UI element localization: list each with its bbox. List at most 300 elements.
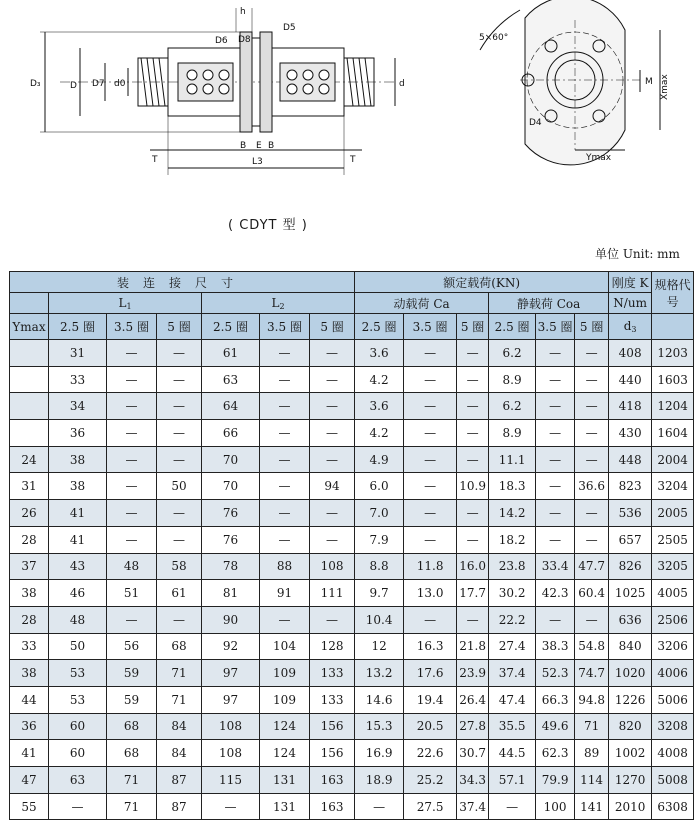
table-cell: 28 [10, 606, 49, 633]
table-cell: 44.5 [489, 740, 536, 767]
table-cell: 74.7 [575, 660, 609, 687]
table-cell: 1025 [609, 580, 652, 607]
label-t-left: T [152, 155, 158, 165]
table-cell: 8.9 [489, 366, 536, 393]
header-model: 规格代号 [652, 272, 694, 314]
table-cell: 33.4 [536, 553, 575, 580]
table-cell: 33 [49, 366, 107, 393]
table-cell: 68 [107, 713, 157, 740]
table-cell: 16.9 [355, 740, 404, 767]
table-cell: 22.2 [489, 606, 536, 633]
table-cell: 408 [609, 340, 652, 367]
table-cell: — [457, 420, 489, 447]
label-h: h [240, 7, 246, 17]
table-cell: 53 [49, 660, 107, 687]
table-cell: 23.9 [457, 660, 489, 687]
table-cell: 63 [49, 767, 107, 794]
table-cell: 91 [260, 580, 310, 607]
table-cell: 100 [536, 793, 575, 820]
table-cell: — [310, 606, 355, 633]
table-cell: 7.0 [355, 500, 404, 527]
table-cell: 51 [107, 580, 157, 607]
label-e: E [256, 141, 262, 151]
table-cell: 54.8 [575, 633, 609, 660]
header-dynamic-load: 动载荷 Ca [355, 293, 489, 314]
table-cell: — [260, 473, 310, 500]
table-row [10, 420, 694, 447]
table-cell: 1203 [652, 340, 694, 367]
table-cell: 60 [49, 713, 107, 740]
table-cell: 111 [310, 580, 355, 607]
table-cell: 4006 [652, 660, 694, 687]
header-d3: $d_3$ [609, 314, 652, 340]
table-cell: 37 [10, 553, 49, 580]
table-cell: 840 [609, 633, 652, 660]
table-cell: 823 [609, 473, 652, 500]
table-cell: — [310, 340, 355, 367]
table-cell: — [536, 473, 575, 500]
table-cell: — [404, 473, 457, 500]
table-cell: 23.8 [489, 553, 536, 580]
table-cell: 16.0 [457, 553, 489, 580]
table-cell: 84 [157, 740, 202, 767]
table-cell: — [157, 366, 202, 393]
table-cell: 131 [260, 767, 310, 794]
table-cell: 64 [202, 393, 260, 420]
table-cell: 61 [202, 340, 260, 367]
table-cell: 71 [107, 793, 157, 820]
table-cell: — [355, 793, 404, 820]
table-cell: — [575, 420, 609, 447]
table-cell: 2010 [609, 793, 652, 820]
label-b-right: B [268, 141, 275, 151]
table-cell: 1020 [609, 660, 652, 687]
table-cell: 21.8 [457, 633, 489, 660]
table-cell: — [310, 420, 355, 447]
table-cell: 6.0 [355, 473, 404, 500]
table-cell: 37.4 [457, 793, 489, 820]
unit-note: 单位 Unit: mm [595, 247, 680, 261]
table-cell: — [457, 393, 489, 420]
table-cell: 13.0 [404, 580, 457, 607]
table-row [10, 633, 694, 660]
table-cell: 1226 [609, 686, 652, 713]
table-cell: — [157, 420, 202, 447]
table-cell: 88 [260, 553, 310, 580]
table-cell: 90 [202, 606, 260, 633]
table-row [10, 580, 694, 607]
table-cell: — [157, 526, 202, 553]
table-cell: — [404, 340, 457, 367]
table-cell: 16.3 [404, 633, 457, 660]
table-cell: — [536, 606, 575, 633]
table-cell: 59 [107, 660, 157, 687]
table-cell: 20.5 [404, 713, 457, 740]
table-cell: 71 [157, 686, 202, 713]
table-row [10, 767, 694, 794]
table-cell: — [157, 393, 202, 420]
table-cell: 3.6 [355, 340, 404, 367]
table-cell: 1002 [609, 740, 652, 767]
header-turns: 2.5 圈 [202, 314, 260, 340]
table-cell: 2005 [652, 500, 694, 527]
spec-table [9, 271, 694, 820]
table-cell: 19.4 [404, 686, 457, 713]
table-cell [10, 420, 49, 447]
table-cell: 156 [310, 713, 355, 740]
table-cell: — [404, 500, 457, 527]
header-turns: 3.5 圈 [536, 314, 575, 340]
table-cell: 60.4 [575, 580, 609, 607]
table-cell: 5008 [652, 767, 694, 794]
table-cell: 89 [575, 740, 609, 767]
table-cell: — [107, 366, 157, 393]
table-cell: — [457, 446, 489, 473]
table-row [10, 446, 694, 473]
table-cell: — [575, 366, 609, 393]
table-row [10, 393, 694, 420]
table-cell: 63 [202, 366, 260, 393]
header-empty [10, 293, 49, 314]
header-turns: 2.5 圈 [489, 314, 536, 340]
table-cell [10, 393, 49, 420]
table-cell: — [536, 446, 575, 473]
table-cell: — [260, 500, 310, 527]
table-cell: 3204 [652, 473, 694, 500]
table-cell: 46 [49, 580, 107, 607]
table-cell: 26 [10, 500, 49, 527]
table-cell: 108 [202, 740, 260, 767]
table-cell: 4.2 [355, 366, 404, 393]
table-cell: — [457, 500, 489, 527]
table-cell: 38.3 [536, 633, 575, 660]
table-cell: 15.3 [355, 713, 404, 740]
table-cell: 30.7 [457, 740, 489, 767]
header-turns: 3.5 圈 [107, 314, 157, 340]
ball-screw-drawing [0, 0, 700, 215]
table-cell: — [536, 420, 575, 447]
table-cell: 11.1 [489, 446, 536, 473]
table-cell: 27.8 [457, 713, 489, 740]
table-cell: — [536, 393, 575, 420]
table-cell: 47 [10, 767, 49, 794]
table-cell: — [457, 526, 489, 553]
header-rated-load: 额定载荷(KN) [355, 272, 609, 293]
table-cell: 33 [10, 633, 49, 660]
table-cell: 820 [609, 713, 652, 740]
table-row [10, 713, 694, 740]
table-cell: 1204 [652, 393, 694, 420]
table-cell: — [107, 606, 157, 633]
table-row [10, 793, 694, 820]
table-cell: 31 [49, 340, 107, 367]
table-cell: 17.6 [404, 660, 457, 687]
table-cell: 27.4 [489, 633, 536, 660]
table-cell: — [457, 606, 489, 633]
header-ymax: Ymax [10, 314, 49, 340]
table-cell: 26.4 [457, 686, 489, 713]
header-turns: 3.5 圈 [404, 314, 457, 340]
table-cell: 36 [10, 713, 49, 740]
table-cell: 37.4 [489, 660, 536, 687]
label-d7: D7 [92, 79, 105, 89]
table-cell: — [404, 606, 457, 633]
table-cell: — [575, 446, 609, 473]
table-cell: — [260, 340, 310, 367]
table-cell: — [202, 793, 260, 820]
table-cell: 9.7 [355, 580, 404, 607]
table-cell: 38 [10, 660, 49, 687]
header-turns: 5 圈 [457, 314, 489, 340]
table-cell: 826 [609, 553, 652, 580]
table-cell: — [157, 446, 202, 473]
table-cell: 76 [202, 526, 260, 553]
header-turns: 5 圈 [310, 314, 355, 340]
table-cell: — [157, 340, 202, 367]
table-cell: 55 [10, 793, 49, 820]
table-cell: 4005 [652, 580, 694, 607]
table-row [10, 526, 694, 553]
table-cell: 49.6 [536, 713, 575, 740]
table-cell: 108 [310, 553, 355, 580]
table-row [10, 686, 694, 713]
table-cell: 47.7 [575, 553, 609, 580]
label-d-small: d [399, 79, 405, 89]
table-cell: 124 [260, 740, 310, 767]
header-turns: 5 圈 [157, 314, 202, 340]
table-row [10, 606, 694, 633]
table-cell: 78 [202, 553, 260, 580]
table-row [10, 740, 694, 767]
table-cell: 30.2 [489, 580, 536, 607]
table-cell: 163 [310, 793, 355, 820]
table-cell: — [536, 526, 575, 553]
table-cell: 163 [310, 767, 355, 794]
table-cell: 133 [310, 660, 355, 687]
table-cell: — [107, 526, 157, 553]
table-cell: — [260, 606, 310, 633]
table-row [10, 473, 694, 500]
table-cell: 18.2 [489, 526, 536, 553]
table-cell: 17.7 [457, 580, 489, 607]
label-bolt-pattern: 5×60° [479, 33, 509, 43]
table-cell: — [575, 340, 609, 367]
table-cell: — [310, 393, 355, 420]
table-cell: 13.2 [355, 660, 404, 687]
table-cell: 66 [202, 420, 260, 447]
table-cell: 38 [49, 473, 107, 500]
table-cell: 36 [49, 420, 107, 447]
table-cell: 18.3 [489, 473, 536, 500]
table-cell: 53 [49, 686, 107, 713]
table-cell: 1270 [609, 767, 652, 794]
table-cell: — [536, 366, 575, 393]
table-cell: — [107, 393, 157, 420]
table-cell: 50 [49, 633, 107, 660]
table-cell: — [310, 446, 355, 473]
table-cell: 44 [10, 686, 49, 713]
table-row [10, 366, 694, 393]
header-turns: 3.5 圈 [260, 314, 310, 340]
table-cell: 2004 [652, 446, 694, 473]
table-cell: 31 [10, 473, 49, 500]
table-cell: 14.2 [489, 500, 536, 527]
table-cell: 5006 [652, 686, 694, 713]
table-cell: — [575, 500, 609, 527]
table-cell: 156 [310, 740, 355, 767]
table-cell: 61 [157, 580, 202, 607]
table-cell: 14.6 [355, 686, 404, 713]
table-cell: — [310, 500, 355, 527]
table-cell: 34.3 [457, 767, 489, 794]
label-b-left: B [240, 141, 247, 151]
table-cell: 94 [310, 473, 355, 500]
table-cell: 4008 [652, 740, 694, 767]
table-cell: — [536, 500, 575, 527]
figure-caption: ( CDYT 型 ) [228, 218, 308, 233]
table-row [10, 500, 694, 527]
table-cell: 56 [107, 633, 157, 660]
flange [240, 32, 252, 132]
table-cell: 92 [202, 633, 260, 660]
table-cell: 4.9 [355, 446, 404, 473]
table-cell: 25.2 [404, 767, 457, 794]
table-cell: 109 [260, 660, 310, 687]
table-cell: 657 [609, 526, 652, 553]
table-cell: — [107, 420, 157, 447]
table-cell: 109 [260, 686, 310, 713]
table-cell: 440 [609, 366, 652, 393]
table-cell: 133 [310, 686, 355, 713]
table-cell: — [107, 340, 157, 367]
table-cell: 1603 [652, 366, 694, 393]
table-cell: 3205 [652, 553, 694, 580]
table-cell: — [157, 606, 202, 633]
table-cell: — [260, 446, 310, 473]
table-cell: — [260, 526, 310, 553]
table-cell: 43 [49, 553, 107, 580]
table-cell: 38 [10, 580, 49, 607]
label-d8: D8 [238, 35, 251, 45]
table-cell: 87 [157, 767, 202, 794]
table-cell: 71 [107, 767, 157, 794]
table-cell: — [260, 393, 310, 420]
table-cell: — [404, 420, 457, 447]
table-cell: 536 [609, 500, 652, 527]
table-cell: 42.3 [536, 580, 575, 607]
table-cell: — [489, 793, 536, 820]
table-cell: 2505 [652, 526, 694, 553]
table-cell: 108 [202, 713, 260, 740]
table-cell: 68 [157, 633, 202, 660]
table-cell: 10.4 [355, 606, 404, 633]
table-row [10, 340, 694, 367]
table-cell: 47.4 [489, 686, 536, 713]
table-cell: 48 [49, 606, 107, 633]
label-d0: d0 [114, 79, 126, 89]
header-turns: 2.5 圈 [355, 314, 404, 340]
table-cell: — [260, 420, 310, 447]
label-d6: D6 [215, 36, 228, 46]
table-cell: 60 [49, 740, 107, 767]
table-cell: 22.6 [404, 740, 457, 767]
table-cell: 41 [49, 526, 107, 553]
table-cell: 10.9 [457, 473, 489, 500]
table-cell: 7.9 [355, 526, 404, 553]
table-cell: — [404, 526, 457, 553]
header-static-load: 静载荷 Coa [489, 293, 609, 314]
table-cell: — [49, 793, 107, 820]
table-cell: 79.9 [536, 767, 575, 794]
table-cell: — [107, 473, 157, 500]
table-cell: 114 [575, 767, 609, 794]
table-cell: 87 [157, 793, 202, 820]
table-cell: 62.3 [536, 740, 575, 767]
table-cell: 124 [260, 713, 310, 740]
table-cell: 8.9 [489, 420, 536, 447]
flange-end-view [480, 0, 660, 165]
header-stiffness-unit: N/um [609, 293, 652, 314]
table-cell: 1604 [652, 420, 694, 447]
table-cell: 24 [10, 446, 49, 473]
table-cell: 131 [260, 793, 310, 820]
table-cell: 18.9 [355, 767, 404, 794]
table-cell: 28 [10, 526, 49, 553]
table-row [10, 660, 694, 687]
table-cell: 70 [202, 446, 260, 473]
table-cell [10, 340, 49, 367]
table-cell: — [310, 526, 355, 553]
table-cell: 8.8 [355, 553, 404, 580]
table-cell: 104 [260, 633, 310, 660]
table-cell: 3.6 [355, 393, 404, 420]
table-cell: — [457, 340, 489, 367]
table-cell: 81 [202, 580, 260, 607]
table-cell: 41 [10, 740, 49, 767]
label-d: D [70, 81, 77, 91]
table-cell: 636 [609, 606, 652, 633]
header-stiffness: 刚度 K [609, 272, 652, 293]
table-cell: 70 [202, 473, 260, 500]
label-m: M [645, 77, 653, 87]
table-cell: 59 [107, 686, 157, 713]
table-cell: 48 [107, 553, 157, 580]
label-l3: L3 [252, 157, 263, 167]
label-d3: D₃ [30, 79, 41, 89]
table-cell: — [536, 340, 575, 367]
table-cell: 52.3 [536, 660, 575, 687]
table-cell: 35.5 [489, 713, 536, 740]
table-cell: — [107, 446, 157, 473]
table-cell: 76 [202, 500, 260, 527]
table-cell: — [107, 500, 157, 527]
label-ymax: Ymax [586, 153, 612, 163]
table-cell: 141 [575, 793, 609, 820]
header-turns: 2.5 圈 [49, 314, 107, 340]
table-cell: 58 [157, 553, 202, 580]
table-cell: 430 [609, 420, 652, 447]
header-dimensions: 装连接尺寸 [10, 272, 355, 293]
table-cell: 2506 [652, 606, 694, 633]
label-t-right: T [350, 155, 356, 165]
table-cell: 84 [157, 713, 202, 740]
table-row [10, 553, 694, 580]
label-d4: D4 [529, 118, 542, 128]
table-cell: 128 [310, 633, 355, 660]
table-cell: — [575, 393, 609, 420]
table-cell: 3206 [652, 633, 694, 660]
table-cell: 97 [202, 686, 260, 713]
